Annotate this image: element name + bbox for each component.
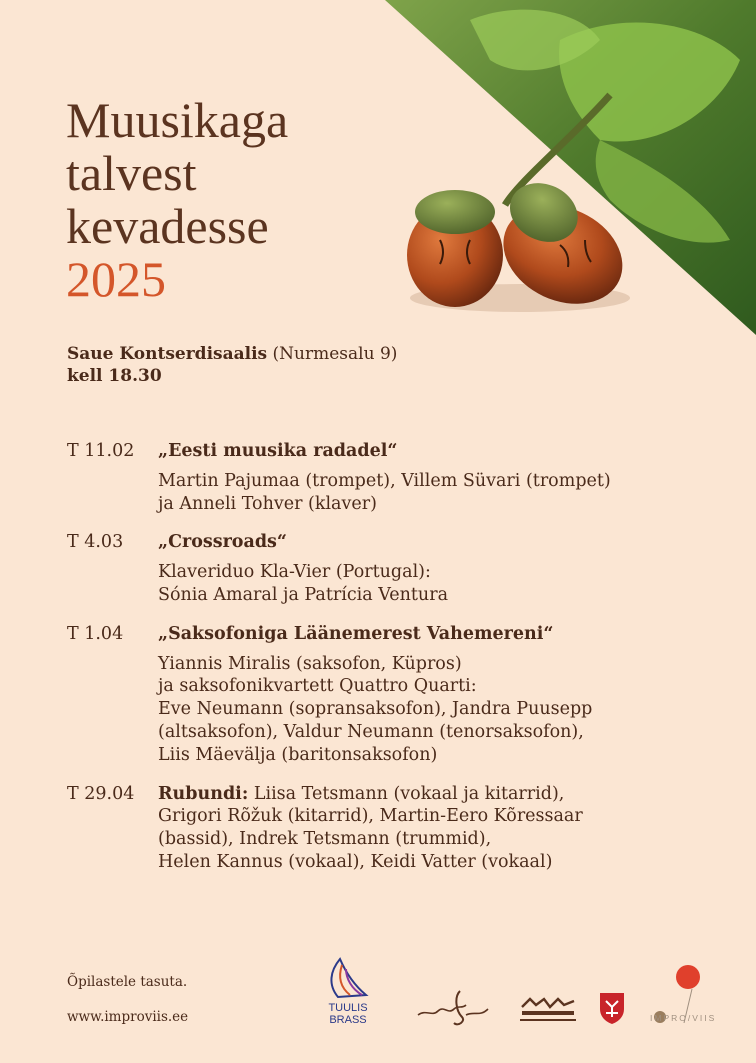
event-line: (bassid), Indrek Tetsmann (trummid), [158,829,492,850]
event-title: Rubundi: [158,783,249,804]
event-line: Helen Kannus (vokaal), Keidi Vatter (vokaal) [158,851,553,872]
website-link[interactable]: www.improviis.ee [67,1009,189,1025]
saue-music-school-logo [414,985,500,1029]
event-line: ja Anneli Tohver (klaver) [158,493,377,514]
event-line: ja saksofonikvartett Quattro Quarti: [158,676,477,697]
saue-coat-of-arms-icon [598,991,626,1025]
venue-address: (Nurmesalu 9) [267,344,398,364]
event-line: (altsaksofon), Valdur Neumann (tenorsaksofon), [158,721,584,742]
event-line: Grigori Rõžuk (kitarrid), Martin-Eero Kõressaar [158,806,583,827]
poster-title [66,94,288,306]
venue-info [67,343,397,387]
event-list [67,440,707,890]
event-item [67,531,707,606]
venue-name: Saue Kontserdisaalis [67,344,268,364]
event-line: Klaveriduo Kla-Vier (Portugal): [158,562,431,583]
footer [67,972,188,1027]
event-title: „Eesti muusika radadel“ [158,441,398,461]
event-title: „Crossroads“ [158,532,287,553]
tuulis-line-2: BRASS [329,1014,367,1026]
free-note: Õpilastele tasuta. [67,974,188,990]
event-line: Eve Neumann (sopransaksofon), Jandra Puusepp [158,699,593,720]
event-line: Liisa Tetsmann (vokaal ja kitarrid), [248,783,565,804]
tuulis-line-1: TUULIS [328,1002,368,1014]
event-line: Martin Pajumaa (trompet), Villem Süvari (trompet) [158,470,611,491]
event-date: T 11.02 [67,441,135,461]
improviis-logo [650,961,720,1031]
title-line-2: talvest [66,145,197,201]
event-item [67,783,707,874]
concert-time: kell 18.30 [67,366,162,386]
event-line: Sónia Amaral ja Patrícia Ventura [158,584,449,605]
event-date: T 4.03 [67,532,124,553]
event-item [67,623,707,767]
tuulis-brass-logo [320,955,376,1031]
title-line-1: Muusikaga [66,92,289,148]
event-line: Liis Mäevälja (baritonsaksofon) [158,744,438,765]
tuulis-wave-icon [320,955,376,1001]
event-date: T 1.04 [67,623,124,644]
event-line: Yiannis Miralis (saksofon, Küpros) [158,653,462,674]
title-year: 2025 [66,251,166,307]
choir-logo [518,993,578,1027]
event-item [67,440,707,515]
improviis-text: IMPRO/VIIS [650,1013,717,1023]
event-title: „Saksofoniga Läänemerest Vahemereni“ [158,623,554,644]
sponsor-logos [320,955,720,1035]
event-date: T 29.04 [67,783,135,804]
title-line-3: kevadesse [66,198,269,254]
